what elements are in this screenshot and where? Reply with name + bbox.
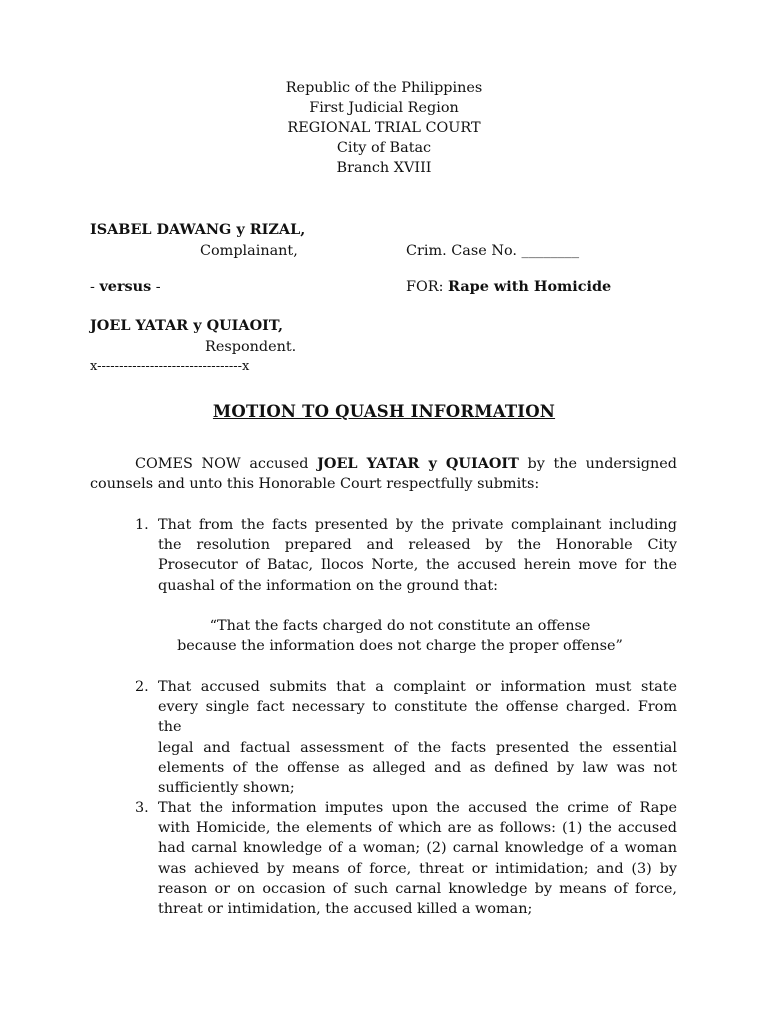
item-1-line: quashal of the information on the ground that: (158, 577, 499, 594)
intro-paragraph (90, 454, 677, 494)
item-1-line: the resolution prepared and released by the Honorable City (158, 537, 677, 554)
header-court: REGIONAL TRIAL COURT (287, 120, 481, 136)
item-2-line: legal and factual assessment of the facts presented the essential (158, 739, 677, 756)
intro-text-2: by the undersigned (527, 456, 678, 472)
item-2-line: That accused submits that a complaint or information must state (158, 679, 677, 695)
item-1-number: 1. (135, 517, 149, 533)
header-region: First Judicial Region (309, 100, 459, 116)
item-3-line: had carnal knowledge of a woman; (2) carnal knowledge of a woman (158, 840, 677, 857)
intro-line-1 (90, 454, 677, 474)
item-2-text (158, 677, 677, 798)
item-1-text (158, 515, 677, 596)
block-quote (160, 616, 640, 656)
offense-line (406, 277, 611, 297)
item-3-line: That the information imputes upon the accused the crime of Rape (158, 800, 677, 816)
accused-name: JOEL YATAR y QUIAOIT (317, 455, 519, 472)
case-number: Crim. Case No. ________ (406, 243, 580, 259)
item-3-line: was achieved by means of force, threat or intimidation; and (3) by (158, 860, 677, 877)
court-header (0, 78, 768, 178)
item-2-line: elements of the offense as alleged and as defined by law was not (158, 759, 677, 776)
offense-name: Rape with Homicide (448, 278, 612, 295)
item-2-number: 2. (135, 679, 149, 695)
item-3-line: reason or on occasion of such carnal knowledge by means of force, (158, 880, 677, 897)
item-2-line: every single fact necessary to constitute the offense charged. From the (158, 699, 677, 736)
versus-line: - versus - (90, 278, 161, 295)
item-1-line: Prosecutor of Batac, Ilocos Norte, the accused herein move for the (158, 557, 677, 574)
respondent-name: JOEL YATAR y QUIAOIT, (90, 317, 283, 334)
item-2-line: sufficiently shown; (158, 780, 295, 797)
header-republic: Republic of the Philippines (285, 80, 483, 96)
document-title: MOTION TO QUASH INFORMATION (212, 402, 556, 421)
item-3-line: threat or intimidation, the accused killed a woman; (158, 901, 533, 918)
item-3-text (158, 798, 677, 919)
versus-label: versus (99, 278, 152, 295)
quote-line-1: “That the facts charged do not constitute an offense (209, 618, 591, 634)
item-1-line: That from the facts presented by the private complainant including (158, 517, 677, 533)
for-label: FOR: (406, 279, 444, 295)
header-city: City of Batac (336, 140, 432, 156)
complainant-name: ISABEL DAWANG y RIZAL, (90, 221, 306, 238)
quote-line-2: because the information does not charge the proper offense” (177, 638, 623, 655)
caption-separator: x---------------------------------x (90, 359, 250, 374)
item-3-line: with Homicide, the elements of which are as follows: (1) the accused (158, 820, 677, 837)
header-branch: Branch XVIII (336, 160, 432, 176)
complainant-role: Complainant, (200, 243, 298, 259)
intro-text-1: COMES NOW accused (135, 456, 309, 472)
intro-line-2: counsels and unto this Honorable Court respectfully submits: (90, 476, 540, 493)
respondent-role: Respondent. (205, 339, 297, 355)
item-3-number: 3. (135, 800, 149, 816)
